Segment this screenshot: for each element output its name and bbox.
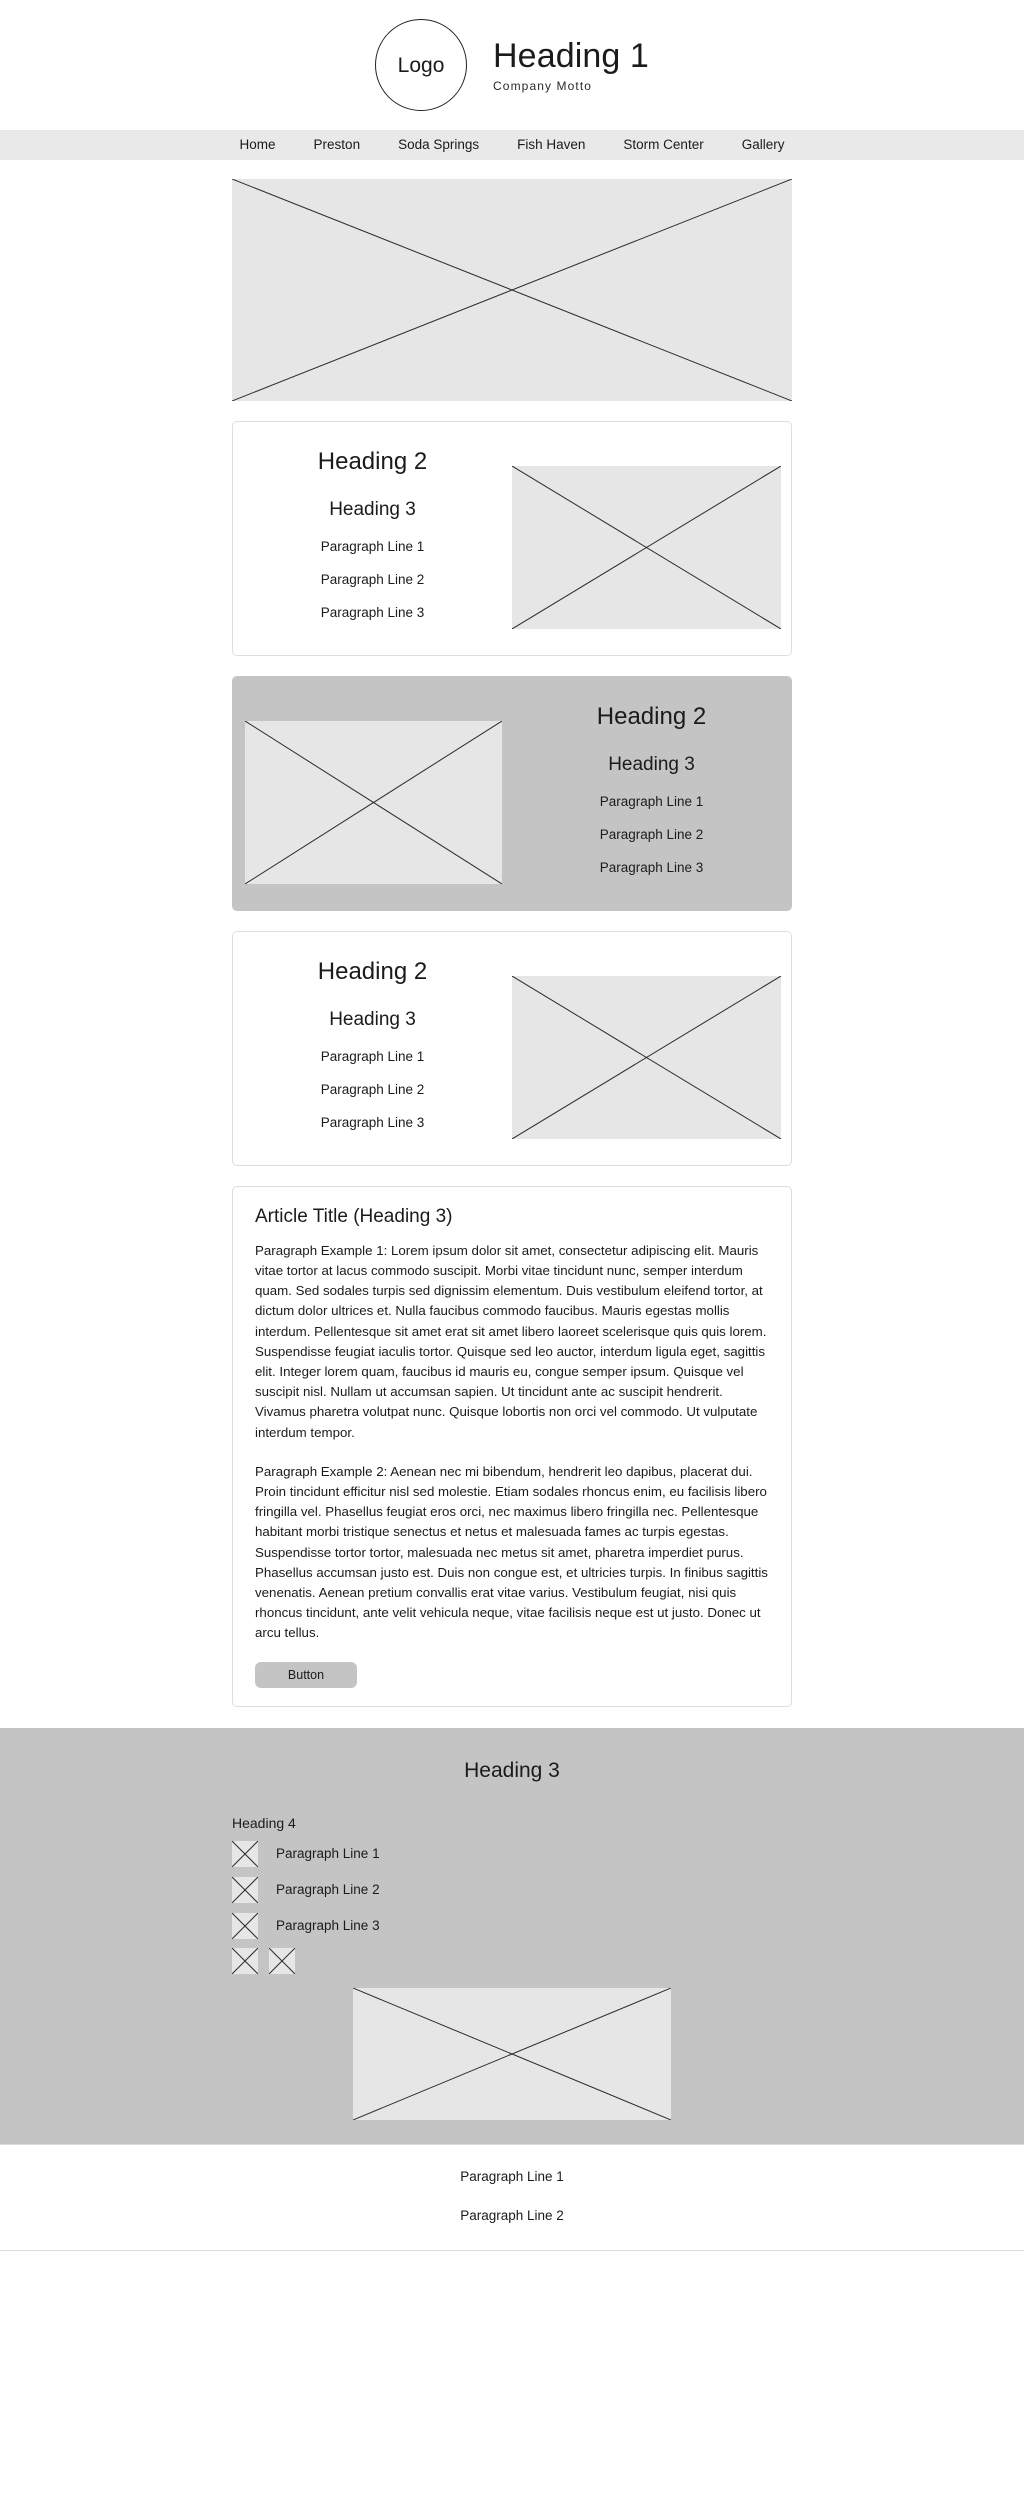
feature-image-placeholder — [512, 466, 781, 629]
article-paragraph-2: Paragraph Example 2: Aenean nec mi bibendum, hendrerit leo dapibus, placerat dui. Proin tincidunt efficitur nisl sed molestie. Etiam sodales rhoncus enim, eu facilisis libero fringilla vel. Phasellus feugiat eros orci, nec maximus libero fringilla nec. Pellentesque habitant morbi tristique senectus et netus et malesuada fames ac turpis egestas. Suspendisse tortor tortor, malesuada nec metus sit amet, pharetra imperdiet purus. Phasellus accumsan justo est. Duis non congue est, et ultricies turpis. In finibus sagittis venenatis. Aenean pretium convallis erat vitae varius. Vestibulum feugiat, nisi quis rhoncus tincidunt, ante velit vehicula neque, vitae facilisis neque est ut justo. Donec ut arcu tellus. — [255, 1463, 768, 1641]
footer-list-item[interactable] — [232, 1876, 792, 1904]
footer-band-heading4: Heading 4 — [232, 1814, 296, 1831]
footer-item-image-placeholder — [232, 1877, 258, 1903]
nav-item-storm-center[interactable]: Storm Center — [623, 137, 704, 152]
article-button[interactable]: Button — [255, 1662, 357, 1688]
footer-item-label: Paragraph Line 2 — [276, 1881, 380, 1897]
footer-paragraph-line: Paragraph Line 1 — [460, 2168, 564, 2184]
nav-item-preston[interactable]: Preston — [313, 137, 361, 152]
footer-item-image-placeholder — [232, 1913, 258, 1939]
feature-card — [232, 421, 792, 656]
footer-item-label: Paragraph Line 1 — [276, 1845, 380, 1861]
site-footer — [0, 2144, 1024, 2251]
site-header — [0, 0, 1024, 130]
feature-paragraph-line: Paragraph Line 3 — [320, 604, 425, 620]
feature-split — [233, 954, 791, 1139]
company-motto: Company Motto — [493, 79, 593, 94]
footer-band — [0, 1728, 1024, 2144]
feature-card — [232, 931, 792, 1166]
footer-list-item[interactable] — [232, 1840, 792, 1868]
footer-extra-image-placeholder — [269, 1948, 295, 1974]
feature-paragraph-line: Paragraph Line 2 — [320, 1081, 425, 1097]
feature-paragraph-line: Paragraph Line 2 — [599, 826, 704, 842]
feature-paragraph-line: Paragraph Line 3 — [320, 1114, 425, 1130]
feature-image-placeholder — [245, 721, 502, 884]
feature-media-column — [512, 444, 791, 629]
feature-paragraph-line: Paragraph Line 3 — [599, 859, 704, 875]
feature-heading2: Heading 2 — [317, 448, 428, 475]
footer-band-image-wrap — [232, 1988, 792, 2120]
feature-heading3: Heading 3 — [608, 753, 695, 775]
hero-image-placeholder — [232, 179, 792, 401]
nav-item-home[interactable]: Home — [239, 137, 276, 152]
footer-image-placeholder — [353, 1988, 671, 2120]
feature-media-column — [233, 699, 512, 884]
feature-text-column — [233, 954, 512, 1131]
logo-label: Logo — [397, 53, 445, 77]
feature-paragraph-line: Paragraph Line 2 — [320, 571, 425, 587]
footer-item-image-placeholder — [232, 1841, 258, 1867]
article-card — [232, 1186, 792, 1707]
footer-band-list — [232, 1840, 792, 1940]
main-navigation — [0, 130, 1024, 160]
feature-heading2: Heading 2 — [596, 703, 707, 730]
nav-item-soda-springs[interactable]: Soda Springs — [398, 137, 480, 152]
feature-paragraph-line: Paragraph Line 1 — [599, 793, 704, 809]
feature-image-placeholder — [512, 976, 781, 1139]
footer-band-heading3: Heading 3 — [464, 1758, 560, 1782]
feature-paragraph-line: Paragraph Line 1 — [320, 538, 425, 554]
article-paragraph-1: Paragraph Example 1: Lorem ipsum dolor sit amet, consectetur adipiscing elit. Mauris vitae tortor at lacus commodo suscipit. Morbi vitae tincidunt nunc, semper interdum quam. Sed sodales turpis sed dignissim elementum. Duis vestibulum eleifend tortor, at dictum dolor ultrices et. Nulla faucibus commodo faucibus. Mauris egestas mollis interdum. Pellentesque sit amet erat sit amet libero laoreet scelerisque quis quis lorem. Suspendisse feugiat iaculis tortor. Quisque sed leo auctor, interdum ligula eget, sagittis elit. Integer lorem quam, faucibus id mauris eu, congue semper ipsum. Quisque vel suscipit nisl. Nullam ut accumsan sapien. Ut tincidunt ante ac suscipit hendrerit. Vivamus pharetra volutpat nunc. Quisque lobortis non orci vel commodo. Ut vulputate interdum tempor. — [255, 1242, 767, 1440]
feature-split — [233, 699, 791, 884]
hero-section — [0, 160, 1024, 401]
footer-paragraph-line: Paragraph Line 2 — [460, 2207, 564, 2223]
feature-media-column — [512, 954, 791, 1139]
feature-card — [232, 676, 792, 911]
footer-band-inner — [232, 1758, 792, 2120]
feature-heading3: Heading 3 — [329, 1008, 416, 1030]
footer-list-item[interactable] — [232, 1912, 792, 1940]
feature-text-column — [512, 699, 791, 876]
feature-paragraph-line: Paragraph Line 1 — [320, 1048, 425, 1064]
footer-extra-image-placeholder — [232, 1948, 258, 1974]
feature-split — [233, 444, 791, 629]
footer-band-icon-row — [232, 1948, 792, 1974]
feature-text-column — [233, 444, 512, 621]
nav-item-fish-haven[interactable]: Fish Haven — [517, 137, 586, 152]
feature-heading2: Heading 2 — [317, 958, 428, 985]
brand-block — [493, 37, 649, 93]
nav-item-gallery[interactable]: Gallery — [741, 137, 785, 152]
logo[interactable] — [375, 19, 467, 111]
page-title: Heading 1 — [493, 36, 649, 75]
footer-item-label: Paragraph Line 3 — [276, 1917, 380, 1933]
feature-sections — [0, 421, 1024, 1166]
article-title: Article Title (Heading 3) — [255, 1206, 453, 1227]
feature-heading3: Heading 3 — [329, 498, 416, 520]
